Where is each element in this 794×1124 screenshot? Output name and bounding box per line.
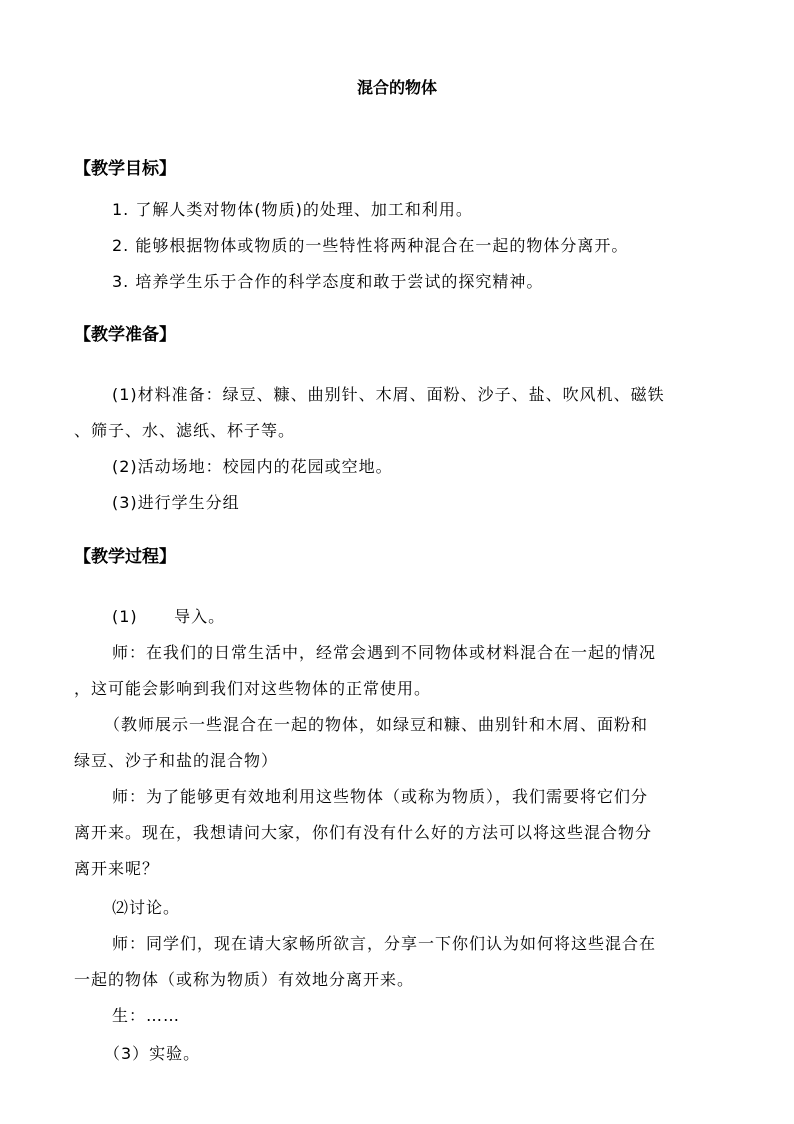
- process-line: 离开来呢？: [74, 859, 160, 878]
- process-line: 师：在我们的日常生活中，经常会遇到不同物体或材料混合在一起的情况: [112, 643, 657, 662]
- process-line: (1) 导入。: [112, 607, 226, 626]
- process-line: 绿豆、沙子和盐的混合物）: [74, 751, 279, 770]
- process-line: ⑵讨论。: [112, 898, 181, 917]
- preparation-line: (2)活动场地：校园内的花园或空地。: [112, 457, 393, 476]
- process-line: （教师展示一些混合在一起的物体，如绿豆和糠、曲别针和木屑、面粉和: [104, 715, 649, 734]
- section-heading-objectives: 【教学目标】: [74, 159, 176, 179]
- process-line: ，这可能会影响到我们对这些物体的正常使用。: [74, 679, 432, 698]
- preparation-line: 、筛子、水、滤纸、杯子等。: [74, 421, 296, 440]
- process-line: 生：……: [112, 1006, 181, 1025]
- section-heading-process: 【教学过程】: [74, 547, 176, 567]
- process-line: 师：同学们，现在请大家畅所欲言，分享一下你们认为如何将这些混合在: [112, 934, 657, 953]
- objective-item: 1. 了解人类对物体(物质)的处理、加工和利用。: [112, 200, 473, 219]
- objective-item: 2. 能够根据物体或物质的一些特性将两种混合在一起的物体分离开。: [112, 236, 629, 255]
- process-line: （3）实验。: [104, 1044, 201, 1063]
- process-line: 一起的物体（或称为物质）有效地分离开来。: [74, 970, 415, 989]
- objective-item: 3. 培养学生乐于合作的科学态度和敢于尝试的探究精神。: [112, 272, 544, 291]
- preparation-line: (3)进行学生分组: [112, 493, 240, 512]
- process-line: 离开来。现在，我想请问大家，你们有没有什么好的方法可以将这些混合物分: [74, 823, 653, 842]
- process-line: 师：为了能够更有效地利用这些物体（或称为物质），我们需要将它们分: [112, 787, 649, 806]
- preparation-line: (1)材料准备：绿豆、糠、曲别针、木屑、面粉、沙子、盐、吹风机、磁铁: [112, 385, 665, 404]
- document-title: 混合的物体: [356, 78, 437, 97]
- section-heading-preparation: 【教学准备】: [74, 325, 176, 345]
